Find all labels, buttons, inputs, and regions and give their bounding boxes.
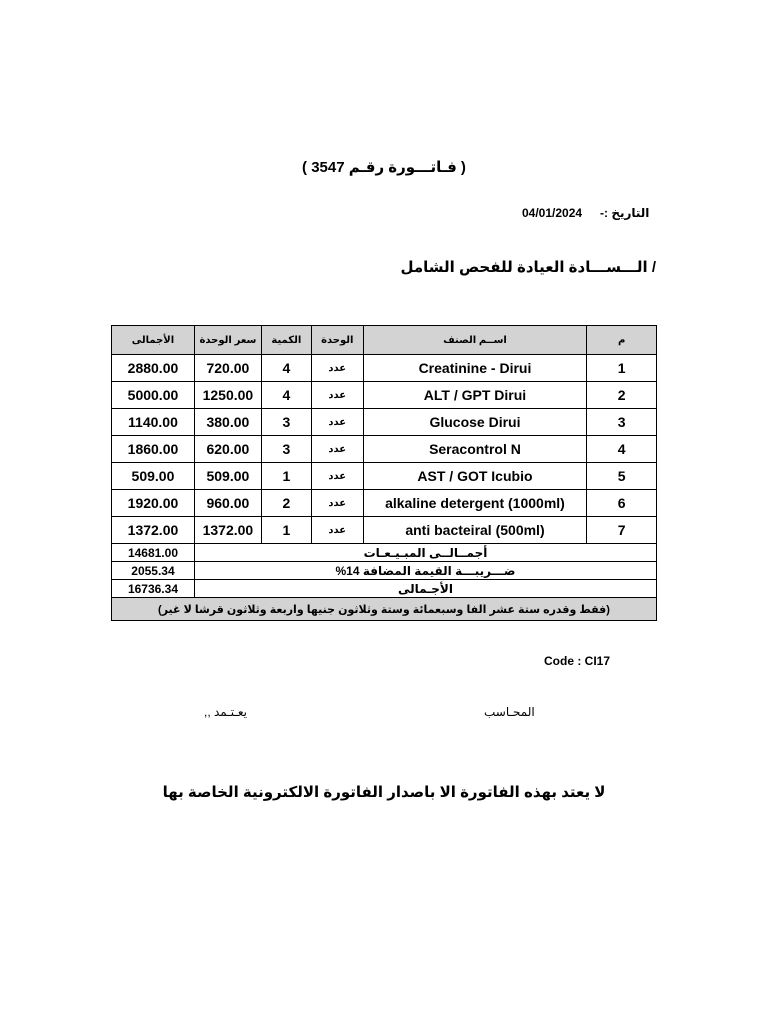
table-row: [112, 436, 657, 463]
subtotal-row: [112, 544, 657, 562]
cell-total: 1140.00: [112, 409, 195, 436]
table-row: [112, 355, 657, 382]
cell-item: AST / GOT Icubio: [363, 463, 587, 490]
accountant-signature-label: المحـاسب: [484, 705, 535, 719]
cell-price: 509.00: [194, 463, 261, 490]
table-row: [112, 517, 657, 544]
cell-qty: 1: [261, 463, 311, 490]
cell-no: 4: [587, 436, 657, 463]
cell-price: 1372.00: [194, 517, 261, 544]
cell-total: 5000.00: [112, 382, 195, 409]
cell-total: 1920.00: [112, 490, 195, 517]
vat-value: 2055.34: [112, 562, 195, 580]
amount-in-words: (فقط وقدره ستة عشر الفا وسبعمائة وستة وثلاثون جنيها واربعة وثلاثون قرشا لا غير): [112, 598, 657, 621]
amount-in-words-row: [112, 598, 657, 621]
cell-price: 620.00: [194, 436, 261, 463]
cell-item: anti bacteiral (500ml): [363, 517, 587, 544]
cell-price: 960.00: [194, 490, 261, 517]
column-header-price: سعر الوحدة: [194, 326, 261, 355]
cell-price: 1250.00: [194, 382, 261, 409]
cell-no: 3: [587, 409, 657, 436]
column-header-no: م: [587, 326, 657, 355]
cell-item: Glucose Dirui: [363, 409, 587, 436]
cell-price: 720.00: [194, 355, 261, 382]
invoice-date-label: التاريخ :-: [600, 206, 650, 220]
cell-qty: 3: [261, 409, 311, 436]
cell-total: 2880.00: [112, 355, 195, 382]
vat-row: [112, 562, 657, 580]
cell-total: 1372.00: [112, 517, 195, 544]
table-row: [112, 409, 657, 436]
grand-total-value: 16736.34: [112, 580, 195, 598]
grand-total-label: الأجـمالى: [194, 580, 656, 598]
column-header-unit: الوحدة: [311, 326, 363, 355]
cell-qty: 4: [261, 355, 311, 382]
table-row: [112, 490, 657, 517]
cell-qty: 1: [261, 517, 311, 544]
cell-item: ALT / GPT Dirui: [363, 382, 587, 409]
cell-qty: 3: [261, 436, 311, 463]
cell-unit: عدد: [311, 490, 363, 517]
cell-item: Creatinine - Dirui: [363, 355, 587, 382]
table-header-row: [112, 326, 657, 355]
cell-unit: عدد: [311, 463, 363, 490]
subtotal-label: أجمــالــى المبـيـعـات: [194, 544, 656, 562]
column-header-qty: الكمية: [261, 326, 311, 355]
document-code: Code : CI17: [544, 654, 611, 668]
cell-unit: عدد: [311, 517, 363, 544]
cell-no: 5: [587, 463, 657, 490]
invoice-title: ( فـاتـــورة رقـم 3547 ): [302, 159, 466, 176]
cell-qty: 2: [261, 490, 311, 517]
grand-total-row: [112, 580, 657, 598]
invoice-date-value: 04/01/2024: [522, 206, 583, 220]
cell-no: 7: [587, 517, 657, 544]
column-header-total: الأجمالى: [112, 326, 195, 355]
cell-unit: عدد: [311, 436, 363, 463]
vat-label: ضـــريبـــة القيمة المضافة 14%: [194, 562, 656, 580]
e-invoice-notice: لا يعتد بهذه الفاتورة الا باصدار الفاتورة الالكترونية الخاصة بها: [162, 784, 606, 801]
cell-price: 380.00: [194, 409, 261, 436]
cell-no: 1: [587, 355, 657, 382]
cell-no: 2: [587, 382, 657, 409]
invoice-table: [111, 325, 657, 621]
cell-unit: عدد: [311, 382, 363, 409]
cell-no: 6: [587, 490, 657, 517]
customer-name: / الـــســـادة العيادة للفحص الشامل: [400, 259, 656, 276]
cell-item: alkaline detergent (1000ml): [363, 490, 587, 517]
cell-total: 509.00: [112, 463, 195, 490]
table-row: [112, 463, 657, 490]
table-row: [112, 382, 657, 409]
subtotal-value: 14681.00: [112, 544, 195, 562]
cell-unit: عدد: [311, 409, 363, 436]
cell-unit: عدد: [311, 355, 363, 382]
cell-qty: 4: [261, 382, 311, 409]
cell-total: 1860.00: [112, 436, 195, 463]
approval-signature-label: يعـتـمد ,,: [204, 705, 248, 719]
column-header-item: اســم الصنف: [363, 326, 587, 355]
cell-item: Seracontrol N: [363, 436, 587, 463]
